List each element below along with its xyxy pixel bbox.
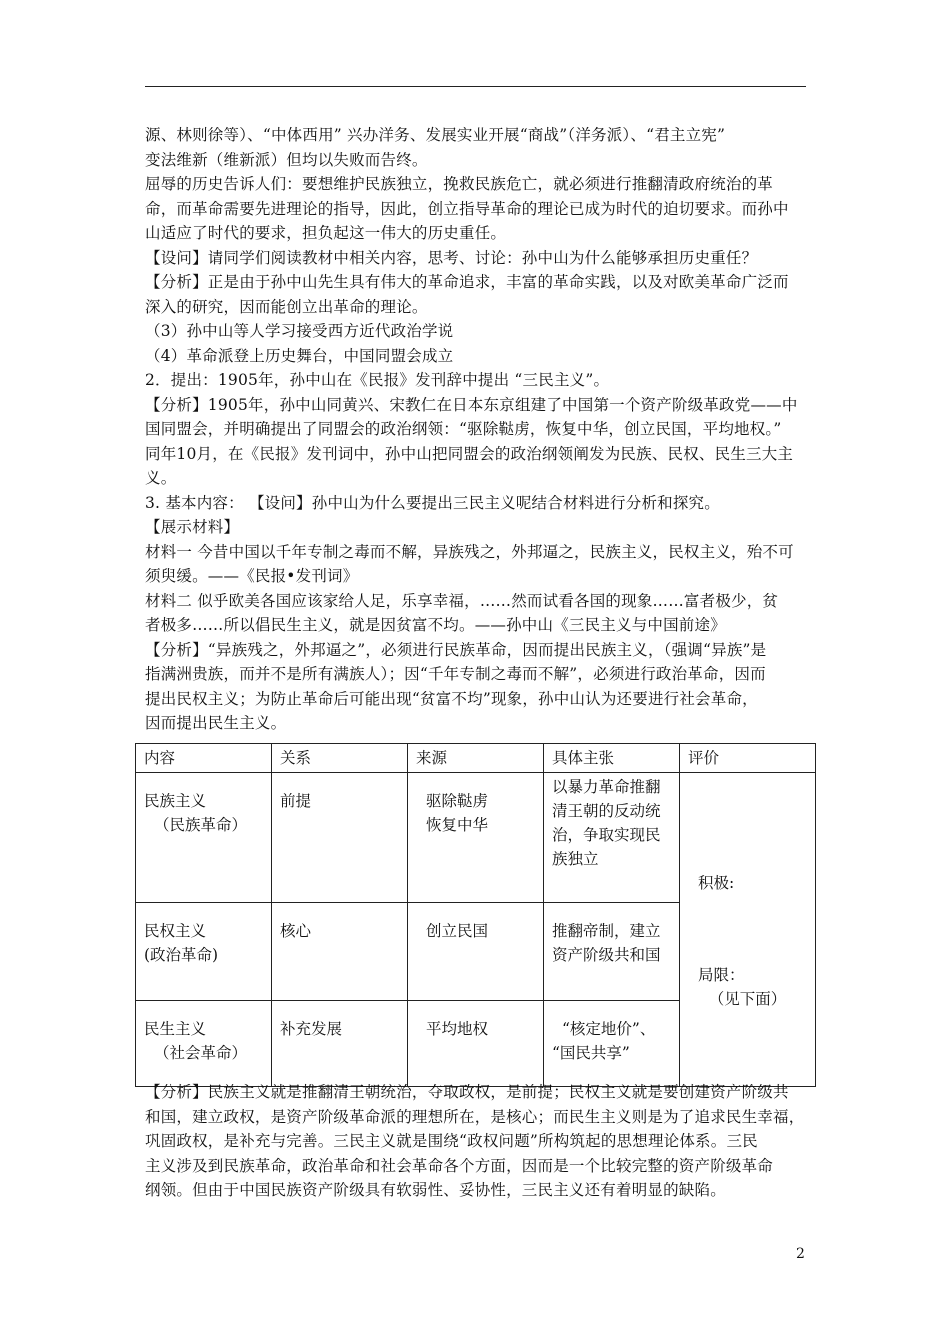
- text-line: 义。: [145, 469, 177, 487]
- source-cell: [408, 773, 544, 903]
- text-line: 【分析】“异族残之，外邦逼之”，必须进行民族革命，因而提出民族主义，（强调“异族”是: [145, 640, 767, 659]
- text-line: 3. 基本内容： 【设问】孙中山为什么要提出三民主义呢结合材料进行分析和探究。: [145, 493, 720, 512]
- text-line: 国同盟会，并明确提出了同盟会的政治纲领：“驱除鞑虏，恢复中华，创立民国，平均地权。”: [145, 420, 782, 438]
- cell-text: (政治革命): [144, 946, 219, 964]
- cell-text: 清王朝的反动统: [552, 802, 661, 820]
- header-cell: 内容: [136, 744, 272, 773]
- cell-text: （社会革命）: [154, 1044, 248, 1062]
- cell-text: 平均地权: [426, 1020, 489, 1038]
- text-line: 【分析】正是由于孙中山先生具有伟大的革命追求，丰富的革命实践，以及对欧美革命广泛而: [145, 273, 789, 291]
- header-cell: 评价: [680, 744, 816, 773]
- cell-text: 恢复中华: [426, 816, 489, 834]
- header-cell: 关系: [272, 744, 408, 773]
- table-row: [136, 773, 816, 903]
- evaluation-limit: 局限：: [698, 966, 745, 984]
- relation-cell: 补充发展: [272, 1001, 408, 1087]
- text-line: 【设问】请同学们阅读教材中相关内容，思考、讨论：孙中山为什么能够承担历史重任？: [145, 248, 758, 267]
- text-line: 【展示材料】: [145, 518, 240, 536]
- text-line: 和国，建立政权，是资产阶级革命派的理想所在，是核心；而民生主义则是为了追求民生幸福，: [145, 1107, 805, 1126]
- text-line: 深入的研究，因而能创立出革命的理论。: [145, 297, 428, 316]
- cell-text: 推翻帝制，建立: [552, 922, 661, 940]
- header-cell: 具体主张: [544, 744, 680, 773]
- text-line: 【分析】民族主义就是推翻清王朝统治，夺取政权，是前提；民权主义就是要创建资产阶级共: [145, 1083, 789, 1101]
- relation-cell: 核心: [272, 903, 408, 1001]
- claim-cell: [544, 903, 680, 1001]
- cell-text: 民权主义: [144, 922, 207, 940]
- cell-text: 以暴力革命推翻: [552, 778, 661, 796]
- cell-text: 创立民国: [426, 922, 489, 940]
- text-line: （3）孙中山等人学习接受西方近代政治学说: [145, 322, 454, 340]
- text-line: 因而提出民生主义。: [145, 714, 287, 732]
- cell-text: 治，争取实现民: [552, 826, 661, 844]
- text-line: 者极多……所以倡民生主义，就是因贫富不均。——孙中山《三民主义与中国前途》: [145, 616, 726, 634]
- text-line: 指满洲贵族，而并不是所有满族人）；因“千年专制之毒而不解”，必须进行政治革命，因而: [145, 665, 766, 683]
- evaluation-limit-note: （见下面）: [708, 990, 787, 1008]
- content-cell: [136, 903, 272, 1001]
- evaluation-positive: 积极:: [698, 874, 735, 892]
- text-line: 主义涉及到民族革命，政治革命和社会革命各个方面，因而是一个比较完整的资产阶级革命: [145, 1156, 774, 1175]
- cell-text: “核定地价”、: [562, 1020, 656, 1038]
- text-line: 提出民权主义；为防止革命后可能出现“贫富不均”现象，孙中山认为还要进行社会革命，: [145, 689, 758, 708]
- cell-text: （民族革命）: [154, 816, 248, 834]
- text-line: 同年10月，在《民报》发刊词中，孙中山把同盟会的政治纲领阐发为民族、民权、民生三大主: [145, 444, 794, 463]
- header-rule: [145, 86, 806, 87]
- source-cell: [408, 903, 544, 1001]
- relation-cell: 前提: [272, 773, 408, 903]
- text-line: 变法维新（维新派）但均以失败而告终。: [145, 150, 428, 169]
- table-header-row: [136, 744, 816, 773]
- text-line: 纲领。但由于中国民族资产阶级具有软弱性、妥协性，三民主义还有着明显的缺陷。: [145, 1181, 726, 1199]
- page-number: 2: [796, 1246, 805, 1262]
- three-principles-table: [135, 743, 816, 1087]
- text-line: 【分析】1905年，孙中山同黄兴、宋教仁在日本东京组建了中国第一个资产阶级革政党——中: [145, 395, 798, 414]
- claim-cell: [544, 1001, 680, 1087]
- text-line: 2．提出：1905年，孙中山在《民报》发刊辞中提出 “三民主义”。: [145, 371, 610, 389]
- content-cell: [136, 773, 272, 903]
- cell-text: 族独立: [552, 850, 599, 868]
- text-line: 须臾缓。——《民报•发刊词》: [145, 567, 359, 585]
- cell-text: 驱除鞑虏: [426, 792, 489, 810]
- cell-text: 民族主义: [144, 792, 207, 810]
- text-line: 巩固政权，是补充与完善。三民主义就是围绕“政权问题”所构筑起的思想理论体系。三民: [145, 1132, 758, 1150]
- closing-analysis: [145, 1080, 810, 1203]
- cell-text: 资产阶级共和国: [552, 946, 661, 964]
- text-line: （4）革命派登上历史舞台，中国同盟会成立: [145, 346, 454, 365]
- evaluation-cell: [680, 773, 816, 1087]
- text-line: 命，而革命需要先进理论的指导，因此，创立指导革命的理论已成为时代的迫切要求。而孙中: [145, 199, 789, 218]
- text-line: 山适应了时代的要求，担负起这一伟大的历史重任。: [145, 224, 507, 242]
- intro-text: [145, 123, 810, 736]
- cell-text: 民生主义: [144, 1020, 207, 1038]
- content-cell: [136, 1001, 272, 1087]
- text-line: 材料二 似乎欧美各国应该家给人足，乐享幸福，……然而试看各国的现象……富者极少，贫: [145, 591, 779, 610]
- text-line: 屈辱的历史告诉人们：要想维护民族独立，挽救民族危亡，就必须进行推翻清政府统治的革: [145, 175, 774, 193]
- text-line: 材料一 今昔中国以千年专制之毒而不解，异族残之，外邦逼之，民族主义，民权主义，殆不可: [145, 542, 794, 561]
- source-cell: [408, 1001, 544, 1087]
- text-line: 源、林则徐等）、“中体西用” 兴办洋务、发展实业开展“商战”（洋务派）、“君主立宪”: [145, 126, 726, 144]
- header-cell: 来源: [408, 744, 544, 773]
- cell-text: “国民共享”: [552, 1044, 630, 1062]
- claim-cell: [544, 773, 680, 903]
